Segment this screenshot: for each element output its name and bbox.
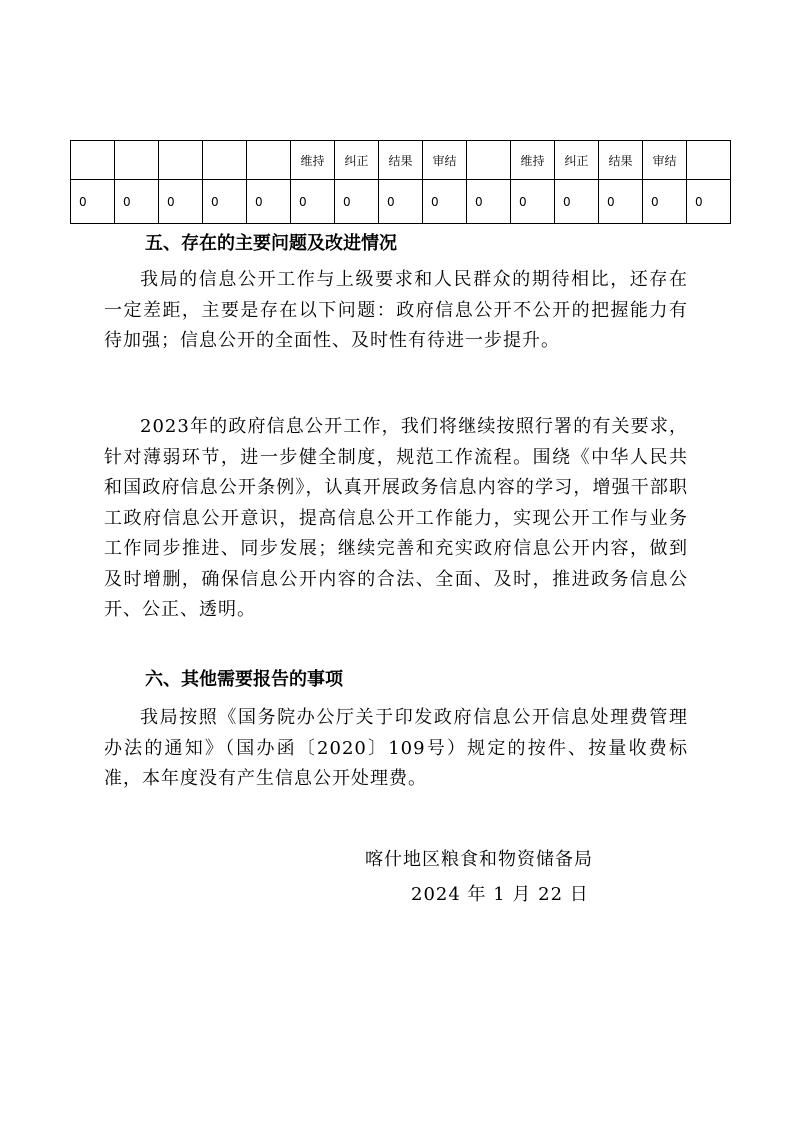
table-cell: 0 [467, 180, 511, 224]
paragraph: 我局按照《国务院办公厅关于印发政府信息公开信息处理费管理办法的通知》（国办函〔2020〕109号）规定的按件、按量收费标准，本年度没有产生信息公开处理费。 [104, 707, 688, 789]
table-cell: 纠正 [335, 141, 379, 180]
section-heading: 五、存在的主要问题及改进情况 [145, 233, 397, 254]
table-cell: 纠正 [555, 141, 599, 180]
table-cell [247, 141, 291, 180]
table-cell: 维持 [291, 141, 335, 180]
table-cell: 0 [291, 180, 335, 224]
table-cell [159, 141, 203, 180]
table-cell: 结果 [599, 141, 643, 180]
table-cell: 0 [203, 180, 247, 224]
table-cell [467, 141, 511, 180]
paragraph: 2023年的政府信息公开工作，我们将继续按照行署的有关要求，针对薄弱环节，进一步健全制度，规范工作流程。围绕《中华人民共和国政府信息公开条例》，认真开展政务信息内容的学习，增强干部职工政府信息公开意识，提高信息公开工作能力，实现公开工作与业务工作同步推进、同步发展；继续完善和充实政府信息公开内容，做到及时增删，确保信息公开内容的合法、全面、及时，推进政务信息公开、公正、透明。 [104, 416, 688, 620]
table-header-row [71, 141, 731, 180]
table-cell: 结果 [379, 141, 423, 180]
table-cell: 0 [379, 180, 423, 224]
table-cell [115, 141, 159, 180]
table-cell: 0 [599, 180, 643, 224]
table-cell [71, 141, 115, 180]
table-cell: 0 [511, 180, 555, 224]
table-cell: 0 [643, 180, 687, 224]
table-cell: 0 [687, 180, 731, 224]
table-cell: 0 [555, 180, 599, 224]
table-cell [687, 141, 731, 180]
signature-org: 喀什地区粮食和物资储备局 [365, 849, 593, 870]
table-cell: 0 [423, 180, 467, 224]
table-cell: 维持 [511, 141, 555, 180]
section-heading: 六、其他需要报告的事项 [145, 669, 343, 690]
table-row [71, 180, 731, 224]
table-cell: 0 [71, 180, 115, 224]
table-cell: 0 [335, 180, 379, 224]
table-cell: 0 [247, 180, 291, 224]
table-cell: 审结 [643, 141, 687, 180]
statistics-table [70, 140, 731, 224]
paragraph: 我局的信息公开工作与上级要求和人民群众的期待相比，还存在一定差距，主要是存在以下问题：政府信息公开不公开的把握能力有待加强；信息公开的全面性、及时性有待进一步提升。 [104, 269, 688, 351]
table-cell: 0 [159, 180, 203, 224]
signature-date: 2024 年 1 月 22 日 [411, 884, 589, 905]
table-cell: 0 [115, 180, 159, 224]
table-cell: 审结 [423, 141, 467, 180]
table-cell [203, 141, 247, 180]
